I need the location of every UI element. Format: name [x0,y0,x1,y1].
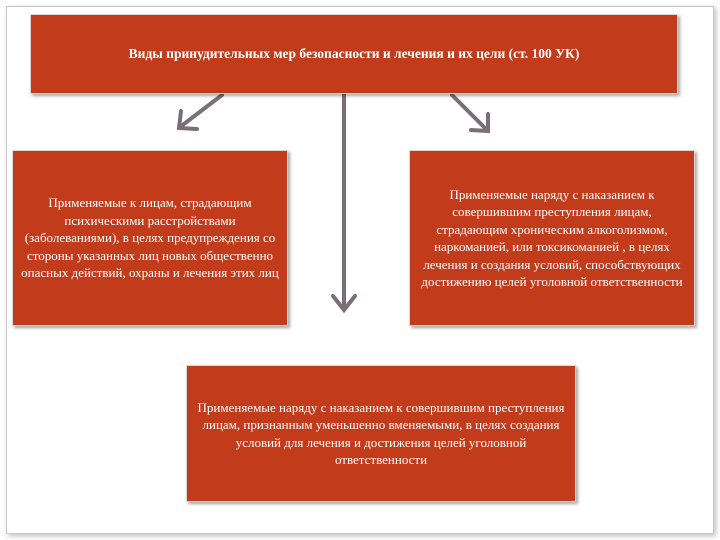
title-box [30,14,678,94]
addiction-measures-text: Применяемые наряду с наказанием к совершившим преступления лицам, страдающим хроническим алкоголизмом, наркоманией, или токсикоманией , в целях лечения и создания условий, способствующих достижению целей уголовной ответственности [421,186,683,289]
diminished-responsibility-measures-box [186,365,576,502]
mental-disorder-measures-text: Применяемые к лицам, страдающим психическими расстройствами (заболеваниями), в целях предупреждения со стороны указанных лиц новых общественно опасных действий, охраны и лечения этих лиц [21,195,279,281]
arrow-to-bottom-box [333,95,355,310]
title-text: Виды принудительных мер безопасности и лечения и их цели (ст. 100 УК) [128,46,580,61]
addiction-measures-box [409,150,695,326]
arrow-to-left-box [179,95,222,129]
diminished-responsibility-measures-text: Применяемые наряду с наказанием к совершившим преступления лицам, признанным уменьшенно вменяемыми, в целях создания условий для лечения и достижения целей уголовной ответственности [197,399,565,467]
mental-disorder-measures-box [12,150,288,326]
arrow-to-right-box [452,95,488,131]
